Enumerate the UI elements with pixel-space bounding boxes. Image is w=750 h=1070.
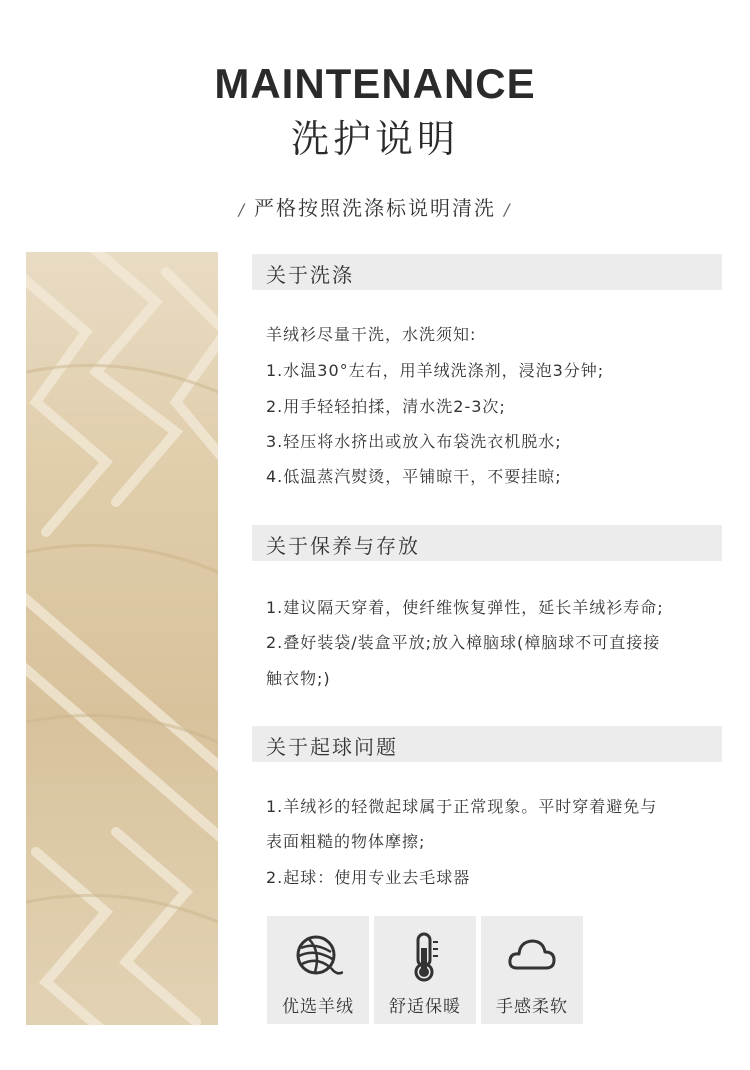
feature-tile-soft-touch <box>481 916 583 1024</box>
tagline-mark-right: / <box>504 200 512 219</box>
feature-label: 优选羊绒 <box>282 997 354 1017</box>
washing-line: 2.用手轻轻拍揉，清水洗2-3次; <box>266 397 506 416</box>
washing-line: 4.低温蒸汽熨烫，平铺晾干，不要挂晾; <box>266 467 562 486</box>
feature-tile-warmth <box>374 916 476 1024</box>
yarn-ball-icon <box>293 932 343 982</box>
washing-line: 羊绒衫尽量干洗，水洗须知: <box>266 325 477 344</box>
pilling-line: 2.起球：使用专业去毛球器 <box>266 868 471 887</box>
thermometer-icon <box>400 932 450 982</box>
tagline-text: 严格按照洗涤标说明清洗 <box>254 196 496 220</box>
section-header-pilling <box>252 726 722 762</box>
section-title: 关于洗涤 <box>266 263 354 287</box>
section-title: 关于保养与存放 <box>266 534 420 558</box>
tagline-mark-left: / <box>238 200 246 219</box>
page-title-en: MAINTENANCE <box>214 60 536 107</box>
washing-line: 3.轻压将水挤出或放入布袋洗衣机脱水; <box>266 432 562 451</box>
cloud-icon <box>507 932 557 982</box>
pilling-line: 表面粗糙的物体摩擦; <box>266 832 426 851</box>
feature-label: 舒适保暖 <box>389 997 461 1017</box>
washing-line: 1.水温30°左右，用羊绒洗涤剂，浸泡3分钟; <box>266 361 605 380</box>
section-header-washing <box>252 254 722 290</box>
section-title: 关于起球问题 <box>266 735 398 759</box>
care-line: 2.叠好装袋/装盒平放;放入樟脑球(樟脑球不可直接接 <box>266 633 661 652</box>
tagline <box>0 192 750 221</box>
care-line: 触衣物;) <box>266 669 331 688</box>
pilling-line: 1.羊绒衫的轻微起球属于正常现象。平时穿着避免与 <box>266 797 658 816</box>
care-line: 1.建议隔天穿着，使纤维恢复弹性，延长羊绒衫寿命; <box>266 598 664 617</box>
knit-fabric-photo <box>26 252 218 1025</box>
section-header-care-storage <box>252 525 722 561</box>
page-title-cn: 洗护说明 <box>290 117 459 161</box>
feature-label: 手感柔软 <box>496 997 568 1017</box>
feature-tile-premium-cashmere <box>267 916 369 1024</box>
